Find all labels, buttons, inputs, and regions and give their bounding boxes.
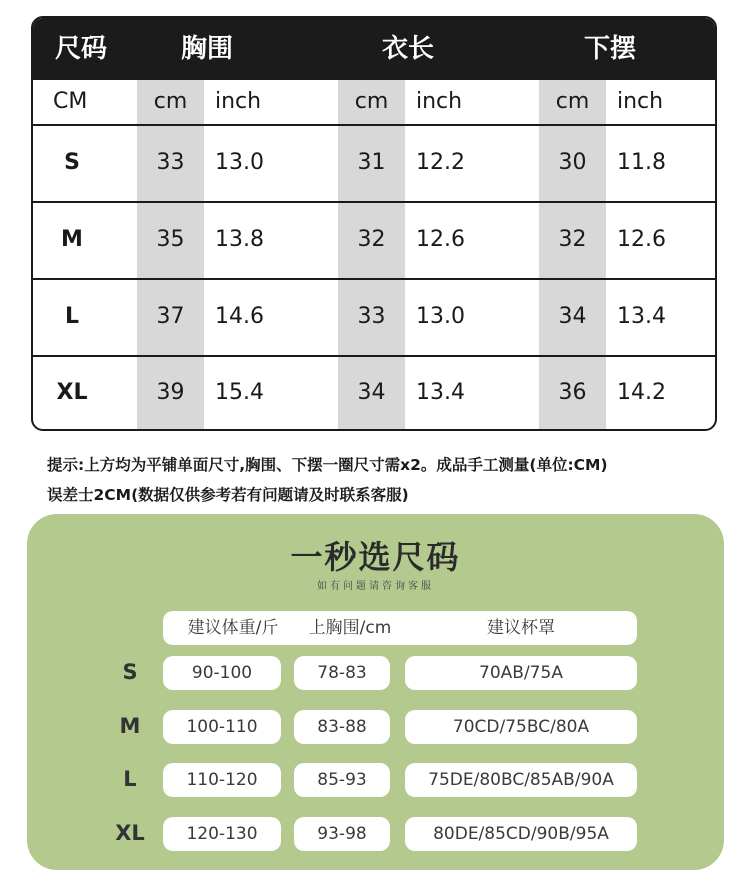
hem-cm-cell: 32: [558, 227, 587, 252]
chest-cell: 78-83: [294, 656, 390, 690]
bust-cm-cell: 39: [156, 380, 185, 405]
length-cm-cell: 32: [357, 227, 386, 252]
unit-row: [33, 80, 715, 124]
length-inch-cell: 12.6: [416, 227, 465, 252]
unit-label: CM: [53, 89, 88, 114]
unit-label: inch: [617, 89, 664, 114]
card-subtitle: 如有问题请咨询客服: [317, 581, 434, 592]
unit-label: cm: [555, 89, 590, 114]
row-size: S: [122, 660, 138, 684]
size-cell: L: [64, 304, 80, 329]
bust-cm-cell: 37: [156, 304, 185, 329]
unit-label: cm: [153, 89, 188, 114]
chest-cell: 83-88: [294, 710, 390, 744]
column-label: 建议体重/斤: [187, 618, 279, 638]
note-line: 误差士2CM(数据仅供参考若有问题请及时联系客服): [47, 486, 409, 504]
measurement-note: [47, 450, 737, 510]
note-line: 提示:上方均为平铺单面尺寸,胸围、下摆一圈尺寸需x2。成品手工测量(单位:CM): [47, 456, 608, 474]
length-cm-cell: 31: [357, 150, 386, 175]
header-bust: 胸围: [181, 34, 234, 64]
bust-inch-cell: 13.8: [215, 227, 264, 252]
header-hem: 下摆: [584, 34, 637, 64]
size-recommendation-card: [27, 514, 724, 870]
hem-inch-cell: 13.4: [617, 304, 666, 329]
cup-cell: 75DE/80BC/85AB/90A: [405, 763, 637, 797]
table-row: [33, 278, 715, 355]
bust-cm-cell: 35: [156, 227, 185, 252]
hem-cm-cell: 36: [558, 380, 587, 405]
bust-inch-cell: 14.6: [215, 304, 264, 329]
weight-cell: 120-130: [163, 817, 281, 851]
size-cell: M: [61, 227, 83, 252]
weight-cell: 90-100: [163, 656, 281, 690]
length-inch-cell: 13.4: [416, 380, 465, 405]
row-size: XL: [115, 821, 145, 845]
unit-label: inch: [416, 89, 463, 114]
hem-cm-cell: 34: [558, 304, 587, 329]
size-cell: XL: [56, 380, 88, 405]
recommendation-header: [163, 611, 637, 645]
table-row: [33, 355, 715, 431]
length-cm-cell: 33: [357, 304, 386, 329]
hem-inch-cell: 14.2: [617, 380, 666, 405]
card-title: 一秒选尺码: [290, 538, 461, 576]
row-size: M: [119, 714, 141, 738]
size-cell: S: [64, 150, 80, 175]
table-row: [33, 124, 715, 201]
weight-cell: 100-110: [163, 710, 281, 744]
unit-label: inch: [215, 89, 262, 114]
length-inch-cell: 12.2: [416, 150, 465, 175]
bust-cm-cell: 33: [156, 150, 185, 175]
hem-cm-cell: 30: [558, 150, 587, 175]
table-row: [33, 201, 715, 278]
column-label: 建议杯罩: [487, 618, 555, 638]
chest-cell: 93-98: [294, 817, 390, 851]
cup-cell: 70AB/75A: [405, 656, 637, 690]
length-inch-cell: 13.0: [416, 304, 465, 329]
unit-label: cm: [354, 89, 389, 114]
chest-cell: 85-93: [294, 763, 390, 797]
weight-cell: 110-120: [163, 763, 281, 797]
header-length: 衣长: [382, 34, 435, 64]
row-size: L: [123, 767, 137, 791]
length-cm-cell: 34: [357, 380, 386, 405]
bust-inch-cell: 15.4: [215, 380, 264, 405]
header-size: 尺码: [55, 34, 108, 64]
cup-cell: 70CD/75BC/80A: [405, 710, 637, 744]
hem-inch-cell: 11.8: [617, 150, 666, 175]
bust-inch-cell: 13.0: [215, 150, 264, 175]
table-header: [33, 18, 715, 80]
hem-inch-cell: 12.6: [617, 227, 666, 252]
cup-cell: 80DE/85CD/90B/95A: [405, 817, 637, 851]
size-table: [31, 16, 717, 431]
column-label: 上胸围/cm: [308, 618, 392, 638]
